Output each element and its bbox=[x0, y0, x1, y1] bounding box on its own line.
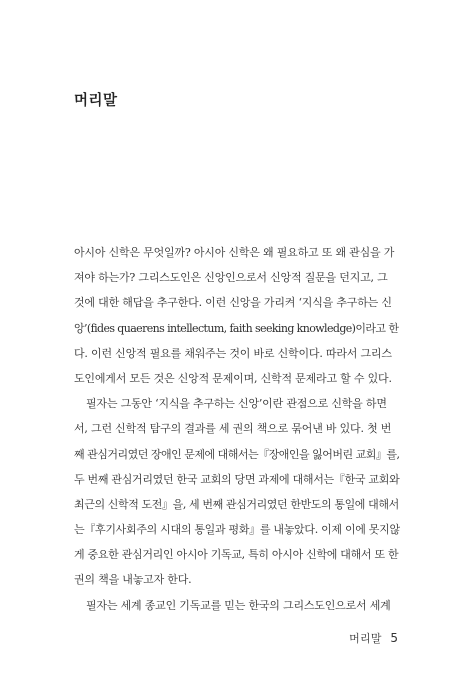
chapter-heading: 머리말 bbox=[74, 93, 118, 109]
text-line: 아시아 신학은 무엇일까? 아시아 신학은 왜 필요하고 또 왜 관심을 가 bbox=[74, 246, 395, 259]
text-line: 권의 책을 내놓고자 한다. bbox=[74, 573, 192, 587]
text-line: 져야 하는가? 그리스도인은 신앙인으로서 신앙적 질문을 던지고, 그 bbox=[74, 271, 388, 285]
text-line: 필자는 세계 종교인 기독교를 믿는 한국의 그리스도인으로서 세계 bbox=[86, 598, 391, 612]
text-line: 앙’(fides quaerens intellectum, faith seeking knowledge)이라고 한 bbox=[74, 321, 399, 335]
text-line: 는『후기사회주의 시대의 통일과 평화』를 내놓았다. 이제 이에 못지않 bbox=[74, 523, 400, 537]
text-line: 도인에게서 모든 것은 신앙적 문제이며, 신학적 문제라고 할 수 있다. bbox=[74, 371, 392, 385]
body-text bbox=[74, 240, 400, 618]
page-footer bbox=[349, 630, 398, 646]
text-line: 서, 그런 신학적 탐구의 결과를 세 권의 책으로 묶어낸 바 있다. 첫 번 bbox=[74, 422, 392, 436]
running-footer-label: 머리말 bbox=[349, 632, 382, 645]
text-line: 째 관심거리였던 장애인 문제에 대해서는『장애인을 잃어버린 교회』를, bbox=[74, 447, 400, 461]
text-line: 게 중요한 관심거리인 아시아 기독교, 특히 아시아 신학에 대해서 또 한 bbox=[74, 548, 399, 562]
text-line: 최근의 신학적 도전』을, 세 번째 관심거리였던 한반도의 통일에 대해서 bbox=[74, 497, 399, 511]
text-line: 필자는 그동안 ‘지식을 추구하는 신앙’이란 관점으로 신학을 하면 bbox=[86, 397, 387, 411]
text-line: 것에 대한 해답을 추구한다. 이런 신앙을 가리켜 ‘지식을 추구하는 신 bbox=[74, 296, 392, 310]
text-line: 두 번째 관심거리였던 한국 교회의 당면 과제에 대해서는『한국 교회와 bbox=[74, 472, 400, 486]
text-line: 다. 이런 신앙적 필요를 채워주는 것이 바로 신학이다. 따라서 그리스 bbox=[74, 346, 392, 360]
page-number: 5 bbox=[390, 631, 398, 645]
